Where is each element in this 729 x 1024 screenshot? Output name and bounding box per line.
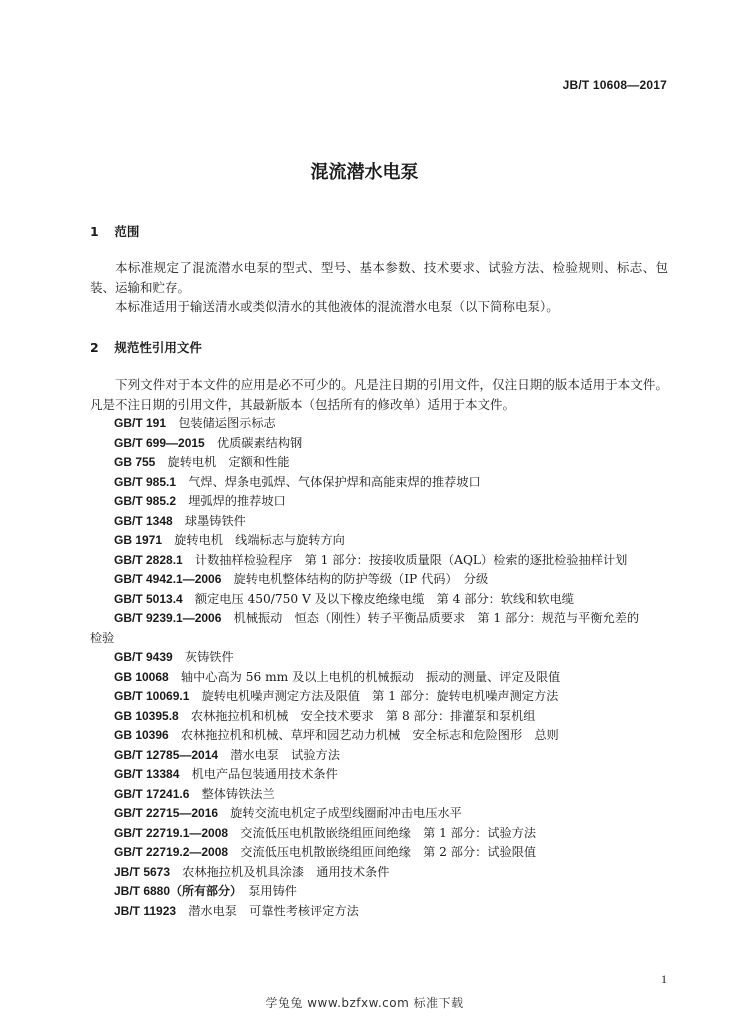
reference-title: 交流低压电机散嵌绕组匝间绝缘 第 2 部分：试验限值 bbox=[240, 845, 537, 859]
reference-title: 农林拖拉机和机械 安全技术要求 第 8 部分：排灌泵和泵机组 bbox=[190, 708, 536, 723]
reference-code: GB/T 985.2 bbox=[114, 494, 177, 508]
section-title: 规范性引用文件 bbox=[114, 340, 202, 355]
watermark-text: 学兔兔 www.bzfxw.com 标准下载 bbox=[265, 996, 464, 1010]
reference-code: GB/T 191 bbox=[114, 416, 167, 430]
section-2-heading bbox=[90, 338, 202, 356]
reference-item bbox=[114, 492, 670, 512]
reference-code: GB/T 22715—2016 bbox=[114, 806, 219, 820]
section-number: 1 bbox=[90, 224, 99, 239]
reference-code: GB 10396 bbox=[114, 728, 169, 742]
reference-code: GB/T 13384 bbox=[114, 767, 180, 781]
reference-title: 旋转电机 线端标志与旋转方向 bbox=[174, 533, 345, 547]
reference-title: 旋转电机整体结构的防护等级（IP 代码） 分级 bbox=[233, 572, 489, 586]
reference-item bbox=[114, 824, 670, 844]
reference-item bbox=[114, 434, 670, 454]
reference-title: 交流低压电机散嵌绕组匝间绝缘 第 1 部分：试验方法 bbox=[240, 825, 537, 840]
reference-title: 计数抽样检验程序 第 1 部分：按接收质量限（AQL）检索的逐批检验抽样计划 bbox=[194, 552, 628, 567]
reference-item bbox=[114, 687, 670, 707]
reference-title: 轴中心高为 56 mm 及以上电机的机械振动 振动的测量、评定及限值 bbox=[180, 669, 561, 684]
reference-title: 农林拖拉机及机具涂漆 通用技术条件 bbox=[182, 864, 390, 879]
page-number: 1 bbox=[661, 972, 667, 986]
reference-item bbox=[114, 765, 670, 785]
reference-title: 潜水电泵 可靠性考核评定方法 bbox=[188, 903, 359, 918]
reference-item bbox=[114, 668, 670, 688]
reference-code: GB/T 5013.4 bbox=[114, 591, 183, 606]
reference-title: 整体铸铁法兰 bbox=[201, 786, 275, 801]
reference-title: 机电产品包装通用技术条件 bbox=[191, 767, 338, 781]
reference-code: GB/T 17241.6 bbox=[114, 786, 190, 801]
reference-item bbox=[114, 843, 670, 863]
section-2-paragraph-1: 下列文件对于本文件的应用是必不可少的。凡是注日期的引用文件，仅注日期的版本适用于本文件。凡是不注日期的引用文件，其最新版本（包括所有的修改单）适用于本文件。 bbox=[90, 377, 668, 412]
reference-code: GB/T 9439 bbox=[114, 650, 173, 664]
reference-item bbox=[114, 453, 670, 473]
reference-code: GB 755 bbox=[114, 455, 156, 469]
reference-title: 气焊、焊条电弧焊、气体保护焊和高能束焊的推荐坡口 bbox=[188, 474, 481, 489]
section-1-heading bbox=[90, 222, 139, 240]
normative-references-list bbox=[90, 414, 670, 921]
reference-title: 球墨铸铁件 bbox=[184, 513, 246, 528]
reference-title: 优质碳素结构钢 bbox=[216, 435, 303, 450]
reference-code: JB/T 6880（所有部分） bbox=[114, 884, 237, 898]
section-1-paragraph-2: 本标准适用于输送清水或类似清水的其他液体的混流潜水电泵（以下简称电泵）。 bbox=[115, 299, 559, 314]
reference-item bbox=[114, 531, 670, 551]
reference-code: GB 1971 bbox=[114, 533, 163, 547]
section-title: 范围 bbox=[114, 224, 140, 239]
reference-item bbox=[114, 785, 670, 805]
reference-code: GB/T 12785—2014 bbox=[114, 747, 219, 762]
reference-item bbox=[114, 570, 670, 590]
reference-item bbox=[114, 551, 670, 571]
reference-item bbox=[114, 473, 670, 493]
section-number: 2 bbox=[90, 340, 99, 355]
reference-title: 包装储运图示标志 bbox=[178, 416, 276, 430]
reference-code: GB 10395.8 bbox=[114, 708, 179, 723]
reference-title: 旋转电机 定额和性能 bbox=[167, 455, 290, 469]
reference-code: JB/T 5673 bbox=[114, 864, 171, 879]
reference-code: GB/T 1348 bbox=[114, 513, 173, 528]
reference-item bbox=[114, 863, 670, 883]
reference-code: GB/T 985.1 bbox=[114, 474, 177, 489]
reference-item bbox=[114, 414, 670, 434]
reference-item bbox=[114, 609, 670, 629]
standard-code: JB/T 10608—2017 bbox=[562, 78, 667, 92]
reference-title: 旋转交流电机定子成型线圈耐冲击电压水平 bbox=[230, 806, 462, 820]
reference-code: GB/T 10069.1 bbox=[114, 689, 190, 703]
reference-item bbox=[114, 726, 670, 746]
reference-title: 潜水电泵 试验方法 bbox=[230, 747, 340, 762]
reference-item bbox=[114, 902, 670, 922]
reference-code: GB/T 22719.1—2008 bbox=[114, 825, 229, 840]
reference-title: 灰铸铁件 bbox=[184, 650, 234, 664]
reference-title: 机械振动 恒态（刚性）转子平衡品质要求 第 1 部分：规范与平衡允差的 bbox=[233, 611, 640, 625]
reference-title: 额定电压 450/750 V 及以下橡皮绝缘电缆 第 4 部分：软线和软电缆 bbox=[194, 591, 574, 606]
reference-code: GB/T 22719.2—2008 bbox=[114, 845, 229, 859]
reference-code: GB/T 9239.1—2006 bbox=[114, 611, 222, 625]
reference-title: 农林拖拉机和机械、草坪和园艺动力机械 安全标志和危险图形 总则 bbox=[180, 728, 559, 742]
reference-item bbox=[114, 804, 670, 824]
reference-item bbox=[114, 882, 670, 902]
reference-code: GB/T 699—2015 bbox=[114, 435, 205, 450]
reference-continuation: 检验 bbox=[90, 630, 115, 645]
reference-item bbox=[114, 512, 670, 532]
reference-title: 埋弧焊的推荐坡口 bbox=[188, 494, 286, 508]
reference-item bbox=[114, 707, 670, 727]
reference-item bbox=[114, 590, 670, 610]
document-title: 混流潜水电泵 bbox=[310, 162, 419, 183]
reference-title: 泵用铸件 bbox=[248, 884, 297, 898]
reference-code: JB/T 11923 bbox=[114, 903, 177, 918]
reference-item bbox=[114, 746, 670, 766]
reference-code: GB/T 4942.1—2006 bbox=[114, 572, 222, 586]
section-1-paragraph-1: 本标准规定了混流潜水电泵的型式、型号、基本参数、技术要求、试验方法、检验规则、标志、包装、运输和贮存。 bbox=[90, 260, 668, 295]
reference-code: GB/T 2828.1 bbox=[114, 552, 183, 567]
reference-code: GB 10068 bbox=[114, 669, 169, 684]
reference-item bbox=[114, 648, 670, 668]
reference-title: 旋转电机噪声测定方法及限值 第 1 部分：旋转电机噪声测定方法 bbox=[201, 689, 559, 703]
